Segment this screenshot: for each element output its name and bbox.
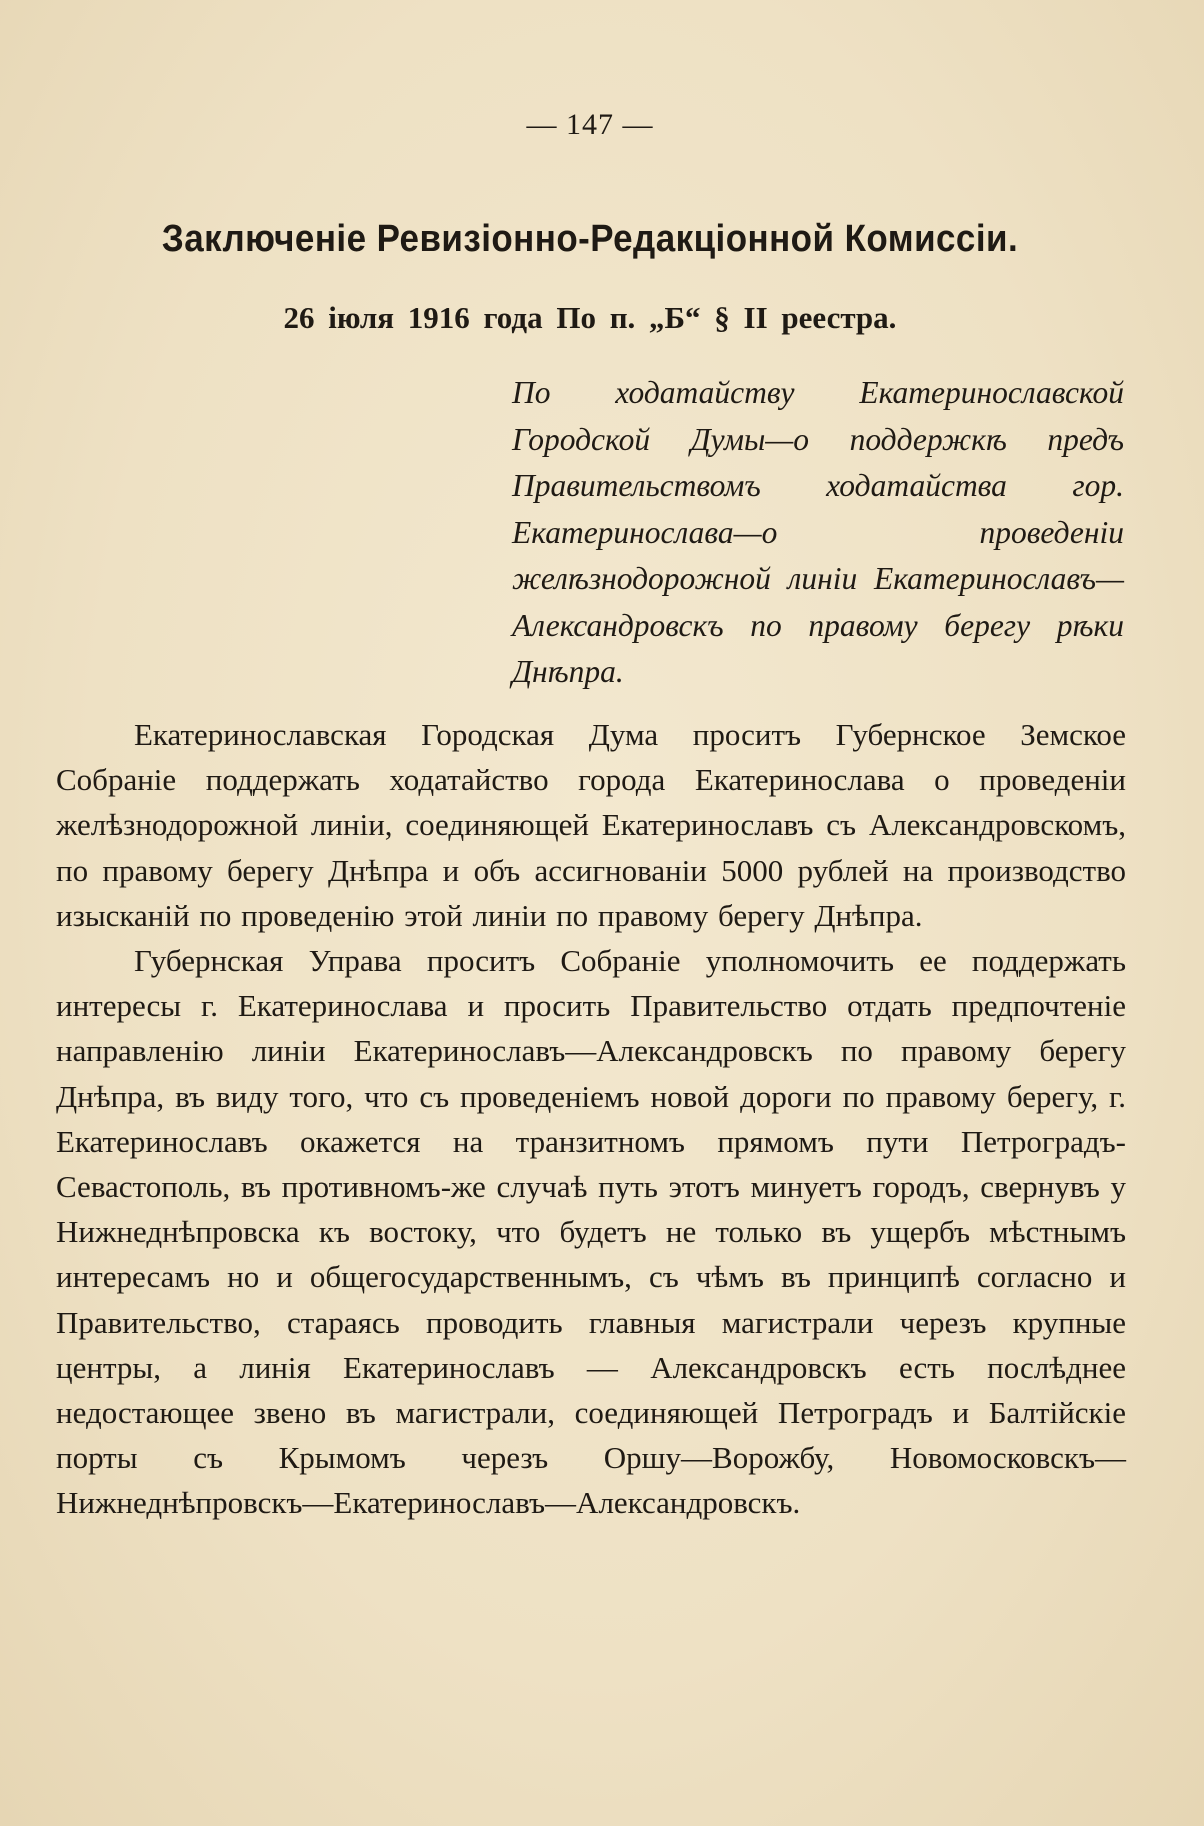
page-number: — 147 — [526,108,654,141]
document-subtitle: 26 іюля 1916 года По п. „Б“ § II реестра. [283,300,897,335]
body-text [56,712,1126,1526]
paragraph: Губернская Управа проситъ Собраніе уполномочить ее поддержать интересы г. Екатеринослава и просить Правительство отдать предпочтеніе направленію линіи Екатеринославъ—Александровскъ по правому берегу Днѣпра, въ виду того, что съ проведеніемъ новой дороги по правому берегу, г. Екатеринославъ окажется на транзитномъ прямомъ пути Петроградъ-Севастополь, въ противномъ-же случаѣ путь этотъ минуетъ городъ, свернувъ у Нижнеднѣпровска къ востоку, что будетъ не только въ ущербъ мѣстнымъ интересамъ но и общегосударственнымъ, съ чѣмъ въ принципѣ согласно и Правительство, стараясь проводить главныя магистрали черезъ крупные центры, а линія Екатеринославъ — Александровскъ есть послѣднее недостающее звено въ магистрали, соединяющей Петроградъ и Балтійскіе порты съ Крымомъ черезъ Оршу—Ворожбу, Новомосковскъ—Нижнеднѣпровскъ—Екатеринославъ—Александровскъ. [56,943,1126,1521]
document-title: Заключеніе Ревизіонно-Редакціонной Комиссіи. [161,218,1019,260]
item-summary: По ходатайству Екатеринославской Городской Думы—о поддержкѣ предъ Правительствомъ ходатайства гор. Екатеринослава—о проведеніи желѣзнодорожной линіи Екатеринославъ—Александровскъ по правому берегу рѣки Днѣпра. [512,375,1124,689]
paragraph: Екатеринославская Городская Дума проситъ Губернское Земское Собраніе поддержать ходатайство города Екатеринослава о проведеніи желѣзнодорожной линіи, соединяющей Екатеринославъ съ Александровскомъ, по правому берегу Днѣпра и объ ассигнованіи 5000 рублей на производство изысканій по проведенію этой линіи по правому берегу Днѣпра. [56,717,1126,933]
